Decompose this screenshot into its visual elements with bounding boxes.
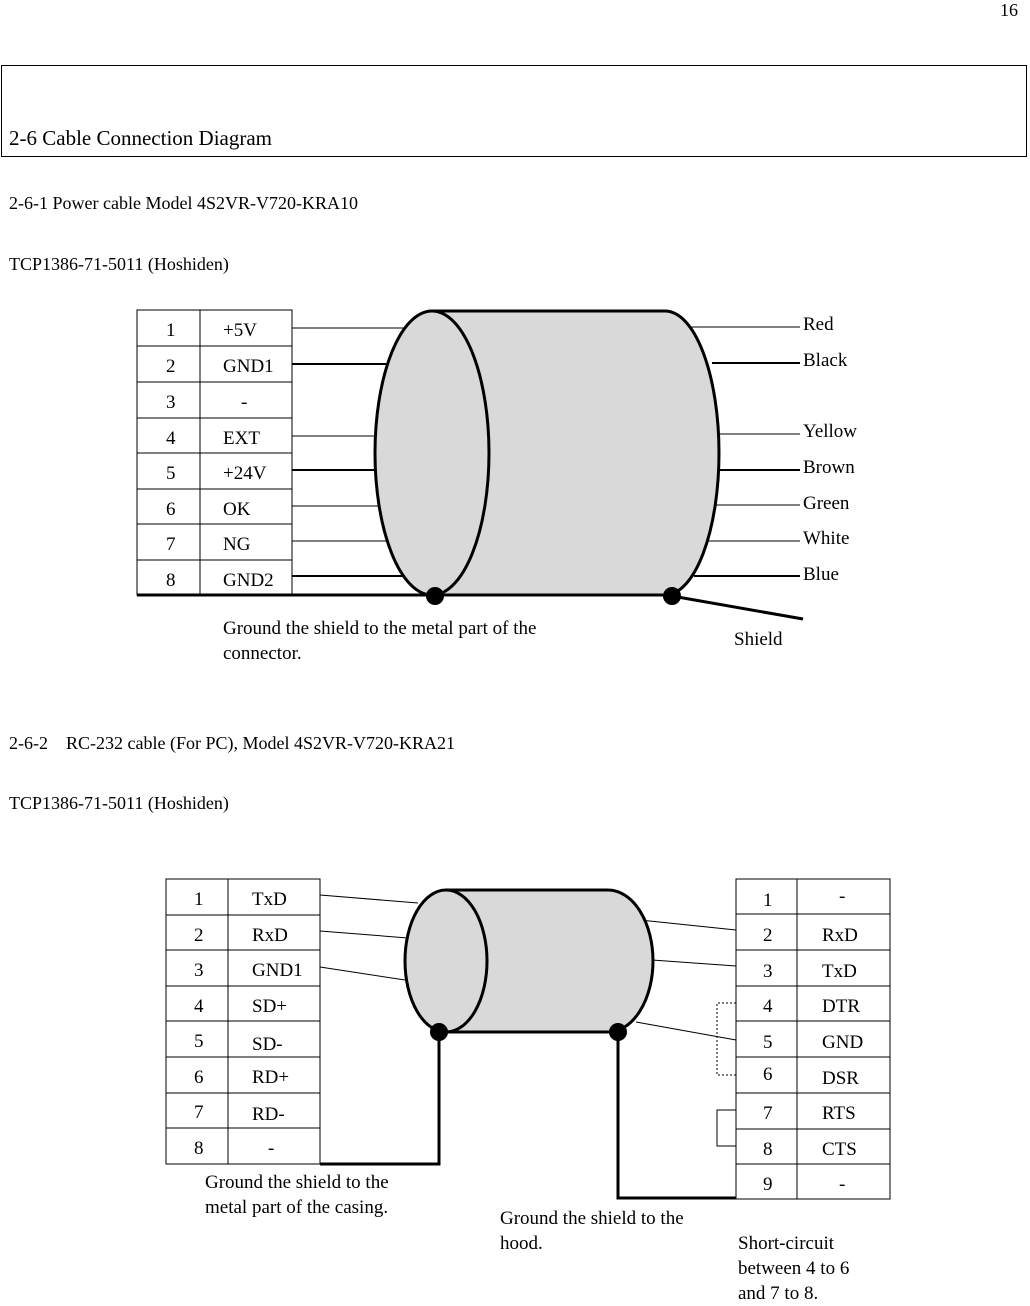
pin-number: 3: [194, 960, 204, 981]
power-pin-signals: [223, 320, 274, 591]
pin-number: 9: [763, 1174, 773, 1195]
wire-color-label: Black: [803, 350, 848, 371]
pin-number: 8: [763, 1139, 773, 1160]
wire-color-label: Yellow: [803, 421, 858, 442]
pin-number: 2: [763, 925, 773, 946]
pin-signal: RD+: [252, 1067, 290, 1088]
power-cable-connector: TCP1386-71-5011 (Hoshiden): [9, 254, 229, 274]
pin-signal: -: [839, 886, 846, 907]
pin-number: 1: [763, 890, 773, 911]
pin-number: 1: [194, 889, 204, 910]
wire-color-label: Brown: [803, 457, 855, 478]
pin-signal: DTR: [822, 996, 860, 1017]
pin-number: 6: [166, 499, 176, 520]
pin-signal: SD+: [252, 996, 288, 1017]
short-circuit-note: Short-circuit between 4 to 6 and 7 to 8.: [738, 1233, 850, 1304]
pin-number: 5: [194, 1031, 204, 1052]
rs232-right-pin-numbers: [763, 890, 773, 1195]
rs232-cable-connector: TCP1386-71-5011 (Hoshiden): [9, 793, 229, 813]
pin-number: 1: [166, 320, 176, 341]
rs232-cable-diagram: [166, 879, 890, 1199]
pin-number: 5: [166, 463, 176, 484]
pin-signal: -: [268, 1138, 275, 1159]
wire-color-label: Green: [803, 493, 850, 514]
rs232-cable-heading: 2-6-2 RC-232 cable (For PC), Model 4S2VR-V720-KRA21: [9, 733, 455, 753]
pin-number: 7: [166, 534, 176, 555]
pin-number: 7: [763, 1103, 773, 1124]
hood-ground-note: Ground the shield to the hood.: [500, 1208, 684, 1254]
jumper-7-to-8: [717, 1110, 736, 1146]
power-cable-cylinder: [375, 311, 719, 595]
hood-ground-line: [618, 1032, 736, 1198]
pin-signal: +5V: [223, 320, 257, 341]
pin-signal: GND1: [252, 960, 303, 981]
pin-signal: SD-: [252, 1034, 283, 1055]
power-pin-numbers: [166, 320, 176, 591]
pin-number: 6: [194, 1067, 204, 1088]
power-shield-drain-wire: [672, 596, 803, 619]
pin-number: 2: [194, 925, 204, 946]
rs232-left-pin-signals: [252, 889, 303, 1159]
pin-number: 3: [763, 961, 773, 982]
power-ground-note: Ground the shield to the metal part of the connector.: [223, 618, 537, 664]
pin-number: 6: [763, 1064, 773, 1085]
pin-signal: RD-: [252, 1104, 285, 1125]
pin-number: 7: [194, 1102, 204, 1123]
pin-signal: RTS: [822, 1103, 856, 1124]
pin-number: 5: [763, 1032, 773, 1053]
casing-ground-line: [320, 1032, 439, 1164]
pin-signal: EXT: [223, 428, 260, 449]
pin-signal: GND: [822, 1032, 864, 1053]
pin-signal: RxD: [252, 925, 288, 946]
pin-signal: -: [241, 392, 248, 413]
power-pin-table: [137, 310, 292, 595]
pin-signal: -: [839, 1174, 846, 1195]
pin-number: 4: [763, 996, 773, 1017]
pin-signal: DSR: [822, 1068, 859, 1089]
wire-color-label: Red: [803, 314, 834, 335]
casing-ground-note: Ground the shield to the metal part of the casing.: [205, 1172, 389, 1218]
rs232-left-pin-table: [166, 879, 320, 1164]
rs232-right-pin-table: [736, 879, 890, 1199]
power-shield-node-left: [426, 587, 444, 605]
rs232-cable-cylinder: [405, 890, 653, 1032]
pin-signal: CTS: [822, 1139, 857, 1160]
pin-number: 3: [166, 392, 176, 413]
pin-number: 4: [194, 996, 204, 1017]
pin-number: 2: [166, 356, 176, 377]
rs232-right-pin-signals: [822, 886, 863, 1195]
rs232-shield-node-right: [609, 1023, 627, 1041]
shield-label: Shield: [734, 629, 783, 650]
pin-signal: TxD: [252, 889, 287, 910]
wire-color-label: Blue: [803, 564, 839, 585]
power-cable-diagram: [137, 310, 857, 650]
pin-signal: GND1: [223, 356, 274, 377]
pin-signal: OK: [223, 499, 251, 520]
power-wire-colors: [803, 314, 857, 585]
power-shield-node-right: [663, 587, 681, 605]
pin-signal: NG: [223, 534, 251, 555]
pin-number: 8: [166, 570, 176, 591]
page-number: 16: [1000, 0, 1018, 20]
pin-signal: RxD: [822, 925, 858, 946]
pin-signal: TxD: [822, 961, 857, 982]
power-cable-heading: 2-6-1 Power cable Model 4S2VR-V720-KRA10: [9, 193, 358, 213]
pin-signal: GND2: [223, 570, 274, 591]
rs232-left-wires: [320, 895, 418, 980]
rs232-shield-node-left: [430, 1023, 448, 1041]
pin-number: 4: [166, 428, 176, 449]
pin-number: 8: [194, 1138, 204, 1159]
wire-color-label: White: [803, 528, 850, 549]
rs232-left-pin-numbers: [194, 889, 204, 1159]
section-title: 2-6 Cable Connection Diagram: [9, 126, 273, 150]
pin-signal: +24V: [223, 463, 267, 484]
